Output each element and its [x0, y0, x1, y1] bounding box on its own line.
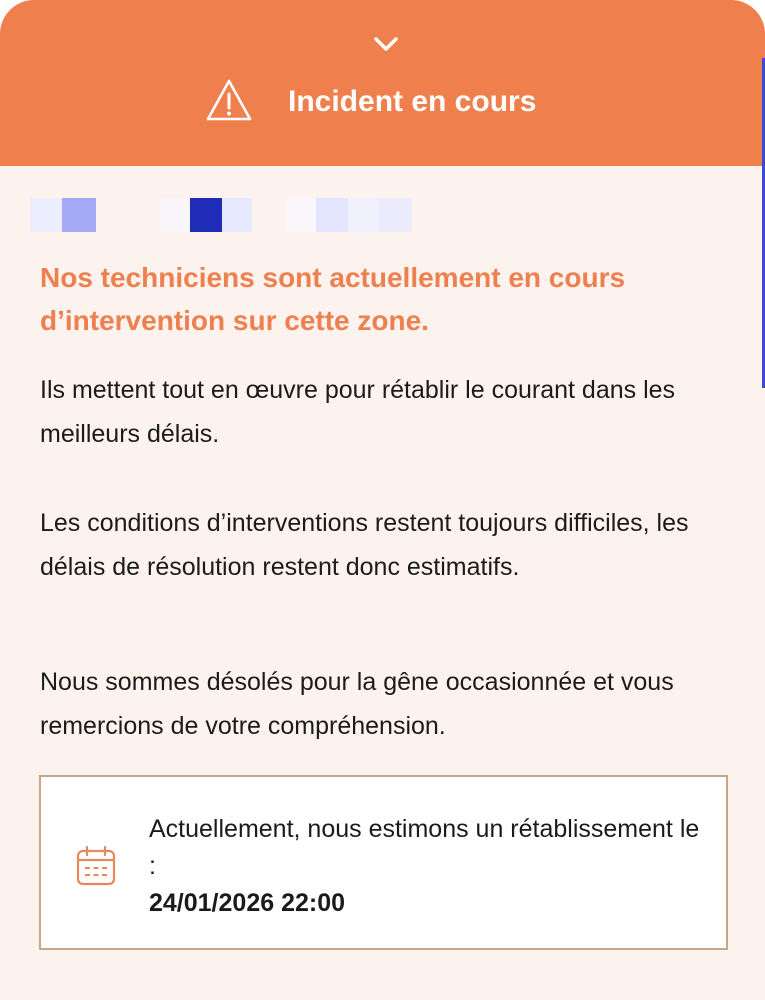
message-paragraph: Ils mettent tout en œuvre pour rétablir le courant dans les meilleurs délais.	[40, 376, 676, 448]
redacted-area	[30, 198, 420, 232]
calendar-icon	[75, 845, 117, 887]
incident-header[interactable]	[0, 0, 765, 166]
chevron-down-icon[interactable]	[372, 34, 400, 54]
estimate-datetime: 24/01/2026 22:00	[149, 889, 346, 917]
header-title: Incident en cours	[288, 85, 537, 118]
message-paragraph: Les conditions d’interventions restent toujours difficiles, les délais de résolution restent donc estimatifs.	[40, 509, 689, 581]
estimate-label: Actuellement, nous estimons un rétablissement le :	[149, 815, 700, 880]
incident-headline: Nos techniciens sont actuellement en cours d’intervention sur cette zone.	[40, 262, 626, 336]
warning-triangle-icon	[205, 78, 253, 122]
restoration-estimate-box	[39, 775, 728, 950]
message-paragraph: Nous sommes désolés pour la gêne occasionnée et vous remercions de votre compréhension.	[40, 668, 674, 740]
